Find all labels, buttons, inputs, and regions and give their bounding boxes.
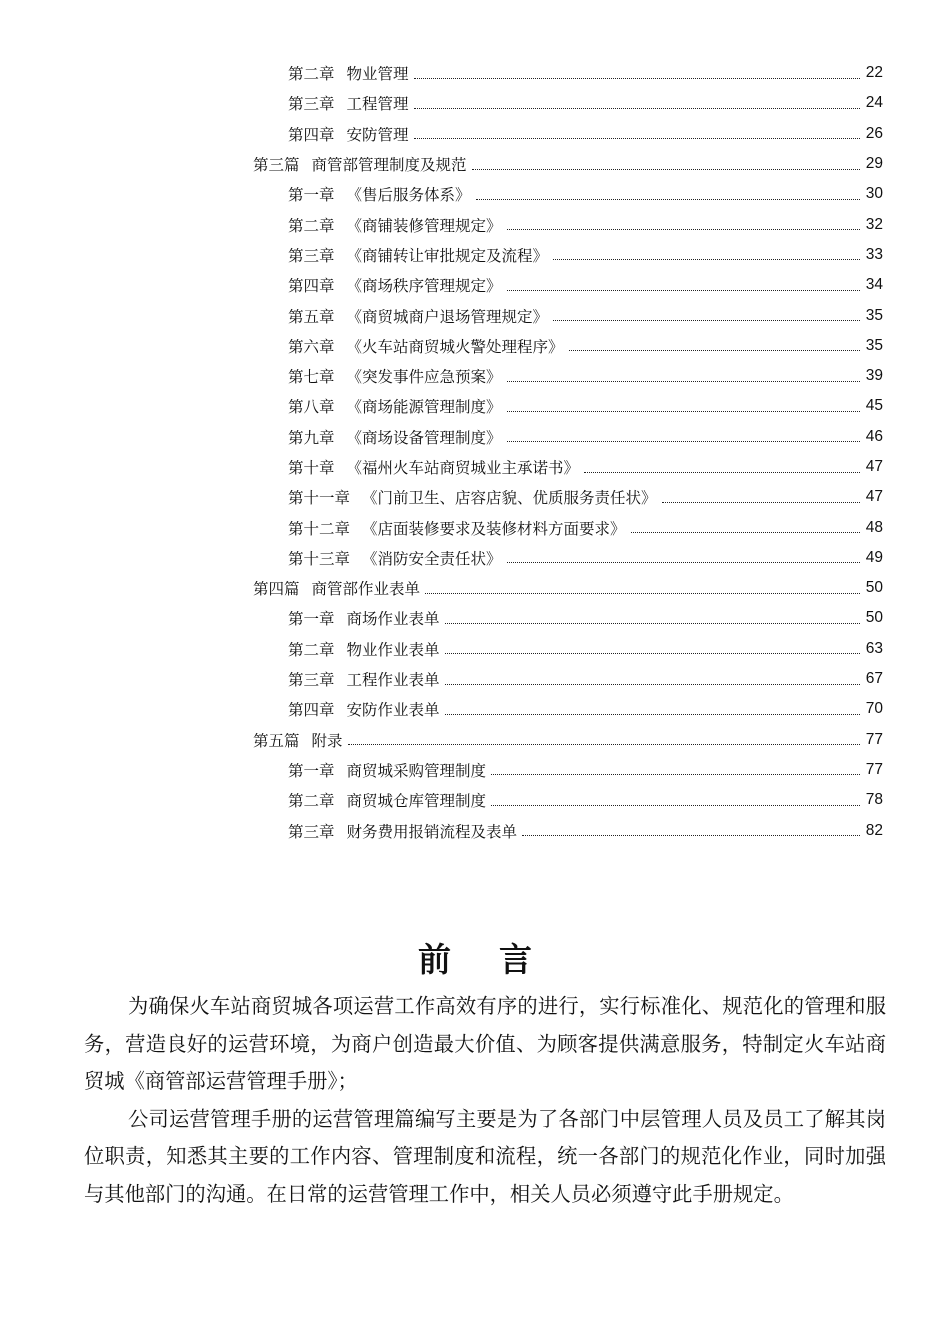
toc-entry-title: 附录 xyxy=(311,731,343,750)
toc-chapter-entry[interactable] xyxy=(288,119,883,149)
toc-page-number: 67 xyxy=(865,670,883,688)
toc-entry-title: 《售后服务体系》 xyxy=(346,186,471,205)
toc-entry-number: 第三章 xyxy=(288,246,335,265)
toc-entry-number: 第四章 xyxy=(288,125,335,144)
toc-dot-leader xyxy=(507,290,860,291)
toc-entry-title: 商管部管理制度及规范 xyxy=(311,156,467,175)
toc-chapter-entry[interactable] xyxy=(288,755,883,785)
toc-entry-number: 第三篇 xyxy=(253,156,300,175)
table-of-contents xyxy=(0,58,950,846)
toc-entry-title: 《突发事件应急预案》 xyxy=(346,368,502,387)
toc-entry-title: 财务费用报销流程及表单 xyxy=(346,822,518,841)
toc-page-number: 34 xyxy=(865,276,883,294)
toc-entry-label xyxy=(288,486,659,508)
toc-entry-label xyxy=(288,517,628,539)
toc-entry-title: 安防管理 xyxy=(346,125,409,144)
toc-dot-leader xyxy=(507,229,860,230)
preface-body xyxy=(84,988,886,1213)
toc-page-number: 35 xyxy=(865,306,883,324)
toc-entry-title: 商场作业表单 xyxy=(346,610,440,629)
toc-page-number: 26 xyxy=(865,124,883,142)
toc-entry-number: 第九章 xyxy=(288,428,335,447)
toc-dot-leader xyxy=(522,835,860,836)
toc-entry-number: 第三章 xyxy=(288,822,335,841)
toc-entry-title: 商贸城采购管理制度 xyxy=(346,761,487,780)
toc-chapter-entry[interactable] xyxy=(288,664,883,694)
toc-dot-leader xyxy=(491,774,860,775)
toc-dot-leader xyxy=(662,502,860,503)
toc-chapter-entry[interactable] xyxy=(288,58,883,88)
toc-entry-label xyxy=(288,62,411,84)
toc-entry-label xyxy=(288,305,550,327)
toc-page-number: 77 xyxy=(865,730,883,748)
toc-page-number: 49 xyxy=(865,548,883,566)
toc-dot-leader xyxy=(414,138,860,139)
toc-chapter-entry[interactable] xyxy=(288,482,883,512)
toc-dot-leader xyxy=(631,532,860,533)
toc-entry-label xyxy=(288,789,488,811)
toc-entry-number: 第十一章 xyxy=(288,489,351,508)
toc-dot-leader xyxy=(507,562,860,563)
toc-dot-leader xyxy=(425,593,860,594)
toc-chapter-entry[interactable] xyxy=(288,512,883,542)
toc-entry-title: 商管部作业表单 xyxy=(311,580,421,599)
toc-entry-number: 第四章 xyxy=(288,701,335,720)
toc-entry-number: 第七章 xyxy=(288,368,335,387)
toc-dot-leader xyxy=(414,108,860,109)
toc-entry-label xyxy=(288,607,442,629)
preface-paragraph-1: 为确保火车站商贸城各项运营工作高效有序的进行，实行标准化、规范化的管理和服务，营造良好的运营环境，为商户创造最大价值、为顾客提供满意服务，特制定火车站商贸城《商管部运营管理手册》； xyxy=(84,994,886,1093)
toc-page-number: 30 xyxy=(865,185,883,203)
toc-page-number: 82 xyxy=(865,821,883,839)
toc-entry-title: 《商场能源管理制度》 xyxy=(346,398,502,417)
toc-page-number: 70 xyxy=(865,700,883,718)
toc-entry-label xyxy=(288,244,550,266)
toc-page-number: 32 xyxy=(865,215,883,233)
toc-entry-number: 第一章 xyxy=(288,761,335,780)
toc-entry-number: 第八章 xyxy=(288,398,335,417)
toc-entry-label xyxy=(288,214,504,236)
toc-entry-label xyxy=(288,183,473,205)
toc-entry-number: 第三章 xyxy=(288,95,335,114)
toc-page-number: 48 xyxy=(865,518,883,536)
toc-chapter-entry[interactable] xyxy=(288,179,883,209)
toc-entry-number: 第五篇 xyxy=(253,731,300,750)
toc-entry-label xyxy=(288,123,411,145)
toc-dot-leader xyxy=(348,744,860,745)
toc-part-entry[interactable] xyxy=(253,573,883,603)
toc-chapter-entry[interactable] xyxy=(288,694,883,724)
toc-page-number: 29 xyxy=(865,155,883,173)
toc-chapter-entry[interactable] xyxy=(288,452,883,482)
toc-chapter-entry[interactable] xyxy=(288,785,883,815)
preface-title: 前言 xyxy=(418,940,580,979)
toc-page-number: 35 xyxy=(865,336,883,354)
toc-dot-leader xyxy=(445,714,860,715)
toc-entry-number: 第二章 xyxy=(288,65,335,84)
toc-dot-leader xyxy=(476,199,860,200)
toc-entry-title: 工程管理 xyxy=(346,95,409,114)
toc-page-number: 24 xyxy=(865,94,883,112)
toc-entry-label xyxy=(288,820,519,842)
toc-entry-label xyxy=(288,335,566,357)
toc-page-number: 50 xyxy=(865,609,883,627)
toc-entry-number: 第六章 xyxy=(288,337,335,356)
toc-dot-leader xyxy=(507,441,860,442)
toc-chapter-entry[interactable] xyxy=(288,543,883,573)
toc-dot-leader xyxy=(445,653,860,654)
toc-entry-number: 第一章 xyxy=(288,610,335,629)
toc-page-number: 39 xyxy=(865,367,883,385)
toc-entry-title: 《店面装修要求及装修材料方面要求》 xyxy=(362,519,626,538)
toc-entry-title: 物业作业表单 xyxy=(346,640,440,659)
toc-entry-label xyxy=(288,759,488,781)
toc-entry-label xyxy=(253,729,345,751)
toc-entry-number: 第二章 xyxy=(288,640,335,659)
toc-chapter-entry[interactable] xyxy=(288,209,883,239)
toc-entry-label xyxy=(288,395,504,417)
toc-entry-label xyxy=(288,92,411,114)
toc-entry-label xyxy=(288,365,504,387)
toc-entry-title: 《商贸城商户退场管理规定》 xyxy=(346,307,549,326)
toc-entry-number: 第四章 xyxy=(288,277,335,296)
toc-entry-number: 第二章 xyxy=(288,792,335,811)
toc-page-number: 46 xyxy=(865,427,883,445)
toc-chapter-entry[interactable] xyxy=(288,634,883,664)
toc-entry-title: 《门前卫生、店容店貌、优质服务责任状》 xyxy=(362,489,657,508)
toc-entry-number: 第一章 xyxy=(288,186,335,205)
toc-chapter-entry[interactable] xyxy=(288,270,883,300)
toc-page-number: 47 xyxy=(865,458,883,475)
toc-part-entry[interactable] xyxy=(253,149,883,179)
toc-entry-title: 《商铺转让审批规定及流程》 xyxy=(346,246,549,265)
toc-entry-number: 第二章 xyxy=(288,216,335,235)
toc-page-number: 33 xyxy=(865,245,883,263)
toc-entry-label xyxy=(288,274,504,296)
toc-entry-label xyxy=(288,547,504,569)
toc-page-number: 50 xyxy=(865,579,883,597)
toc-chapter-entry[interactable] xyxy=(288,331,883,361)
toc-chapter-entry[interactable] xyxy=(288,391,883,421)
toc-entry-label xyxy=(288,698,442,720)
toc-entry-number: 第五章 xyxy=(288,307,335,326)
toc-dot-leader xyxy=(553,320,860,321)
toc-page-number: 63 xyxy=(865,639,883,657)
toc-page-number: 47 xyxy=(865,488,883,506)
toc-dot-leader xyxy=(584,472,860,473)
toc-entry-label xyxy=(288,426,504,448)
toc-entry-number: 第三章 xyxy=(288,671,335,690)
toc-part-entry[interactable] xyxy=(253,725,883,755)
toc-entry-label xyxy=(253,577,422,599)
preface-paragraph-2: 公司运营管理手册的运营管理篇编写主要是为了各部门中层管理人员及员工了解其岗位职责，知悉其主要的工作内容、管理制度和流程，统一各部门的规范化作业，同时加强与其他部门的沟通。在日常的运营管理工作中，相关人员必须遵守此手册规定。 xyxy=(84,1106,886,1206)
toc-entry-number: 第十章 xyxy=(288,459,335,477)
toc-entry-title: 商贸城仓库管理制度 xyxy=(346,792,487,811)
toc-dot-leader xyxy=(445,684,860,685)
toc-page-number: 22 xyxy=(865,64,883,82)
toc-entry-number: 第十三章 xyxy=(288,549,351,568)
toc-entry-label xyxy=(288,456,581,478)
toc-entry-title: 工程作业表单 xyxy=(346,671,440,690)
toc-dot-leader xyxy=(414,78,860,79)
toc-chapter-entry[interactable] xyxy=(288,422,883,452)
toc-dot-leader xyxy=(445,623,860,624)
toc-entry-label xyxy=(253,153,469,175)
toc-chapter-entry[interactable] xyxy=(288,603,883,633)
toc-dot-leader xyxy=(472,169,860,170)
toc-entry-title: 《商场秩序管理规定》 xyxy=(346,277,502,296)
toc-chapter-entry[interactable] xyxy=(288,815,883,845)
toc-dot-leader xyxy=(507,381,860,382)
toc-dot-leader xyxy=(553,259,860,260)
toc-chapter-entry[interactable] xyxy=(288,88,883,118)
toc-entry-number: 第十二章 xyxy=(288,519,351,538)
toc-dot-leader xyxy=(507,411,860,412)
toc-entry-title: 安防作业表单 xyxy=(346,701,440,720)
toc-entry-title: 《火车站商贸城火警处理程序》 xyxy=(346,337,564,356)
toc-page-number: 77 xyxy=(865,760,883,778)
toc-entry-title: 《消防安全责任状》 xyxy=(362,549,502,568)
toc-entry-number: 第四篇 xyxy=(253,580,300,599)
toc-dot-leader xyxy=(569,350,860,351)
toc-entry-label xyxy=(288,638,442,660)
toc-entry-title: 物业管理 xyxy=(346,65,409,84)
toc-entry-label xyxy=(288,668,442,690)
toc-page-number: 78 xyxy=(865,791,883,809)
toc-page-number: 45 xyxy=(865,397,883,415)
toc-entry-title: 《商铺装修管理规定》 xyxy=(346,216,502,235)
toc-chapter-entry[interactable] xyxy=(288,300,883,330)
toc-entry-title: 《福州火车站商贸城业主承诺书》 xyxy=(346,459,580,477)
toc-chapter-entry[interactable] xyxy=(288,240,883,270)
toc-chapter-entry[interactable] xyxy=(288,361,883,391)
toc-entry-title: 《商场设备管理制度》 xyxy=(346,428,502,447)
toc-dot-leader xyxy=(491,805,860,806)
